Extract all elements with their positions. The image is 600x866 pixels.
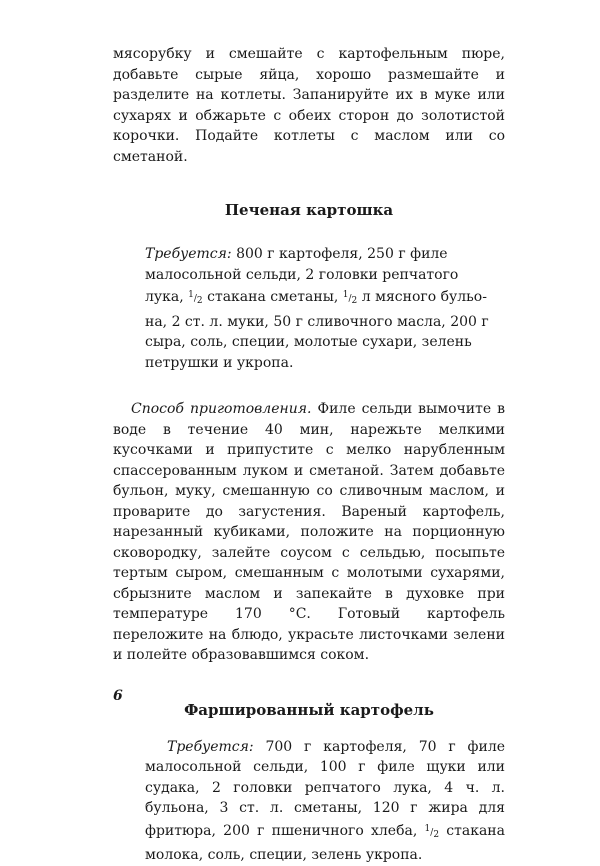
recipe1-ingredients [113, 244, 505, 373]
ingredients-text: стакана молока, соль, специи, зелень укропа. [145, 822, 505, 863]
ingredients-text: 700 г картофеля, 70 г филе малосольной сельди, 100 г филе щуки или судака, 2 головки репчатого лука, 4 ч. л. бульона, 3 ст. л. сметаны, 120 г жира для фритюра, 200 г пшеничного хлеба, [145, 738, 506, 839]
page-number: 6 [113, 688, 123, 704]
fraction-half: $^1/_2$ [188, 290, 203, 306]
fraction-denominator: 2 [196, 296, 203, 306]
ingredients-label: Требуется: [145, 246, 232, 262]
recipe1-ingredients-line5: сыра, соль, специи, молотые сухари, зелень [145, 334, 472, 350]
page-content [113, 44, 505, 866]
method-text: Филе сельди вымочите в воде в течение 40 мин, нарежьте мелкими кусочками и припустите с мелко нарубленным спассерованным луком и сметаной. Затем добавьте бульон, муку, смешанную со сливочным маслом, и проварите до загустения. Вареный картофель, нарезанный кубиками, положите на порционную сковородку, залейте соусом с сельдью, посыпьте тертым сыром, смешанным с молотыми сухарями, сбрызните маслом и запекайте в духовке при температуре 170 °С. Готовый картофель переложите на блюдо, украсьте листочками зелени и полейте образовавшимся соком. [113, 401, 505, 663]
ingredients-text: 800 г картофеля, 250 г филе [236, 246, 448, 262]
recipe2-ingredients [113, 737, 505, 866]
fraction-numerator: 1 [188, 290, 194, 300]
method-label: Способ приготовления. [131, 401, 312, 417]
ingredients-label: Требуется: [167, 738, 254, 755]
recipe1-ingredients-line2: малосольной сельди, 2 головки репчатого [145, 266, 459, 283]
recipe-title-stuffed-potato: Фаршированный картофель [184, 700, 434, 719]
recipe1-method [113, 399, 505, 666]
recipe1-ingredients-line6: петрушки и укропа. [145, 354, 294, 371]
ingredients-text: л мясного бульо- [361, 289, 487, 305]
fraction-numerator: 1 [424, 823, 431, 834]
recipe1-ingredients-line1 [145, 244, 497, 265]
ingredients-text: лука, [145, 289, 184, 305]
fraction-denominator: 2 [351, 296, 358, 306]
fraction-numerator: 1 [342, 290, 349, 300]
recipe-title-baked-potato: Печеная картошка [224, 201, 394, 219]
fraction-half: $^1/_2$ [424, 823, 440, 840]
fraction-denominator: 2 [433, 829, 440, 840]
intro-paragraph: мясорубку и смешайте с картофельным пюре, добавьте сырые яйца, хорошо размешайте и разделите на котлеты. Запанируйте их в муке или сухарях и обжарьте с обеих сторон до золотистой корочки. Подайте котлеты с маслом или со сметаной. [113, 46, 505, 165]
ingredients-text: стакана сметаны, [207, 289, 339, 305]
fraction-half: $^1/_2$ [342, 290, 358, 306]
recipe1-ingredients-line3 [145, 285, 497, 312]
recipe1-ingredients-line4: на, 2 ст. л. муки, 50 г сливочного масла, 200 г [145, 313, 489, 330]
